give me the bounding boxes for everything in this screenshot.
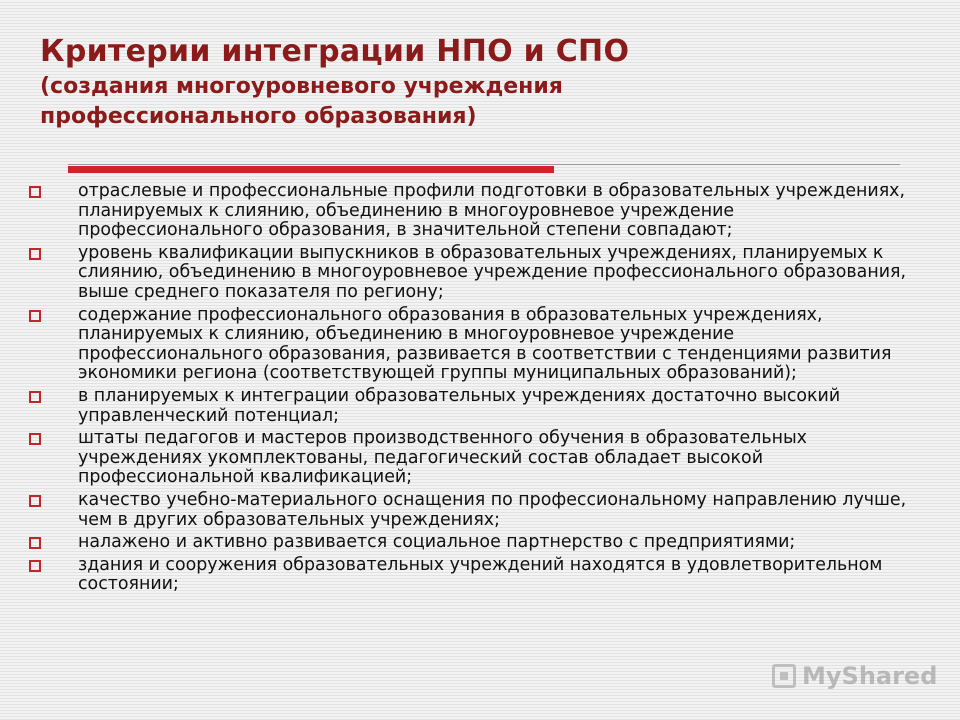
list-item xyxy=(28,429,908,488)
list-item-text: в планируемых к интеграции образовательных учреждениях достаточно высокий управленческий потенциал; xyxy=(78,385,841,426)
list-item-text: качество учебно-материального оснащения по профессиональному направлению лучше, чем в других образовательных учреждениях; xyxy=(78,489,907,530)
square-bullet-icon xyxy=(29,391,41,403)
list-item-text: содержание профессионального образования в образовательных учреждениях, планируемых к слиянию, объединению в многоуровневое учреждение профессионального образования, развивается в соответствии с тенденциями развития экономики региона (соответствующей группы муниципальных образований); xyxy=(78,304,892,384)
myshared-watermark xyxy=(772,660,937,692)
slide-title-block xyxy=(40,32,920,132)
square-bullet-icon xyxy=(29,433,41,445)
square-bullet-icon xyxy=(29,560,41,572)
list-item-text: уровень квалификации выпускников в образовательных учреждениях, планируемых к слиянию, объединению в многоуровневое учреждение профессионального образования, выше среднего показателя по региону; xyxy=(78,242,906,302)
title-divider-thin xyxy=(68,164,900,165)
list-item-text: налажено и активно развивается социальное партнерство с предприятиями; xyxy=(78,532,796,553)
watermark-text: MyShared xyxy=(802,662,938,690)
slide-subtitle-line-1: (создания многоуровневого учреждения xyxy=(40,74,563,99)
square-bullet-icon xyxy=(29,186,41,198)
list-item-text: здания и сооружения образовательных учреждений находятся в удовлетворительном состоянии; xyxy=(78,554,883,595)
list-item xyxy=(28,556,908,595)
list-item xyxy=(28,306,908,384)
list-item xyxy=(28,387,908,426)
list-item-text: штаты педагогов и мастеров производственного обучения в образовательных учреждениях укомплектованы, педагогический состав обладает высокой профессиональной квалификацией; xyxy=(78,428,807,488)
list-item xyxy=(28,491,908,530)
criteria-list xyxy=(28,182,908,598)
square-bullet-icon xyxy=(29,310,41,322)
list-item xyxy=(28,533,908,553)
list-item-text: отраслевые и профессиональные профили подготовки в образовательных учреждениях, планируемых к слиянию, объединению в многоуровневое учреждение профессионального образования, в значительной степени совпадают; xyxy=(78,181,906,241)
list-item xyxy=(28,244,908,303)
list-item xyxy=(28,182,908,241)
myshared-logo-icon xyxy=(772,664,796,688)
square-bullet-icon xyxy=(29,495,41,507)
title-divider-accent xyxy=(68,166,554,173)
slide-subtitle-line-2: профессионального образования) xyxy=(40,104,477,129)
square-bullet-icon xyxy=(29,537,41,549)
slide-title: Критерии интеграции НПО и СПО xyxy=(40,34,630,69)
square-bullet-icon xyxy=(29,248,41,260)
